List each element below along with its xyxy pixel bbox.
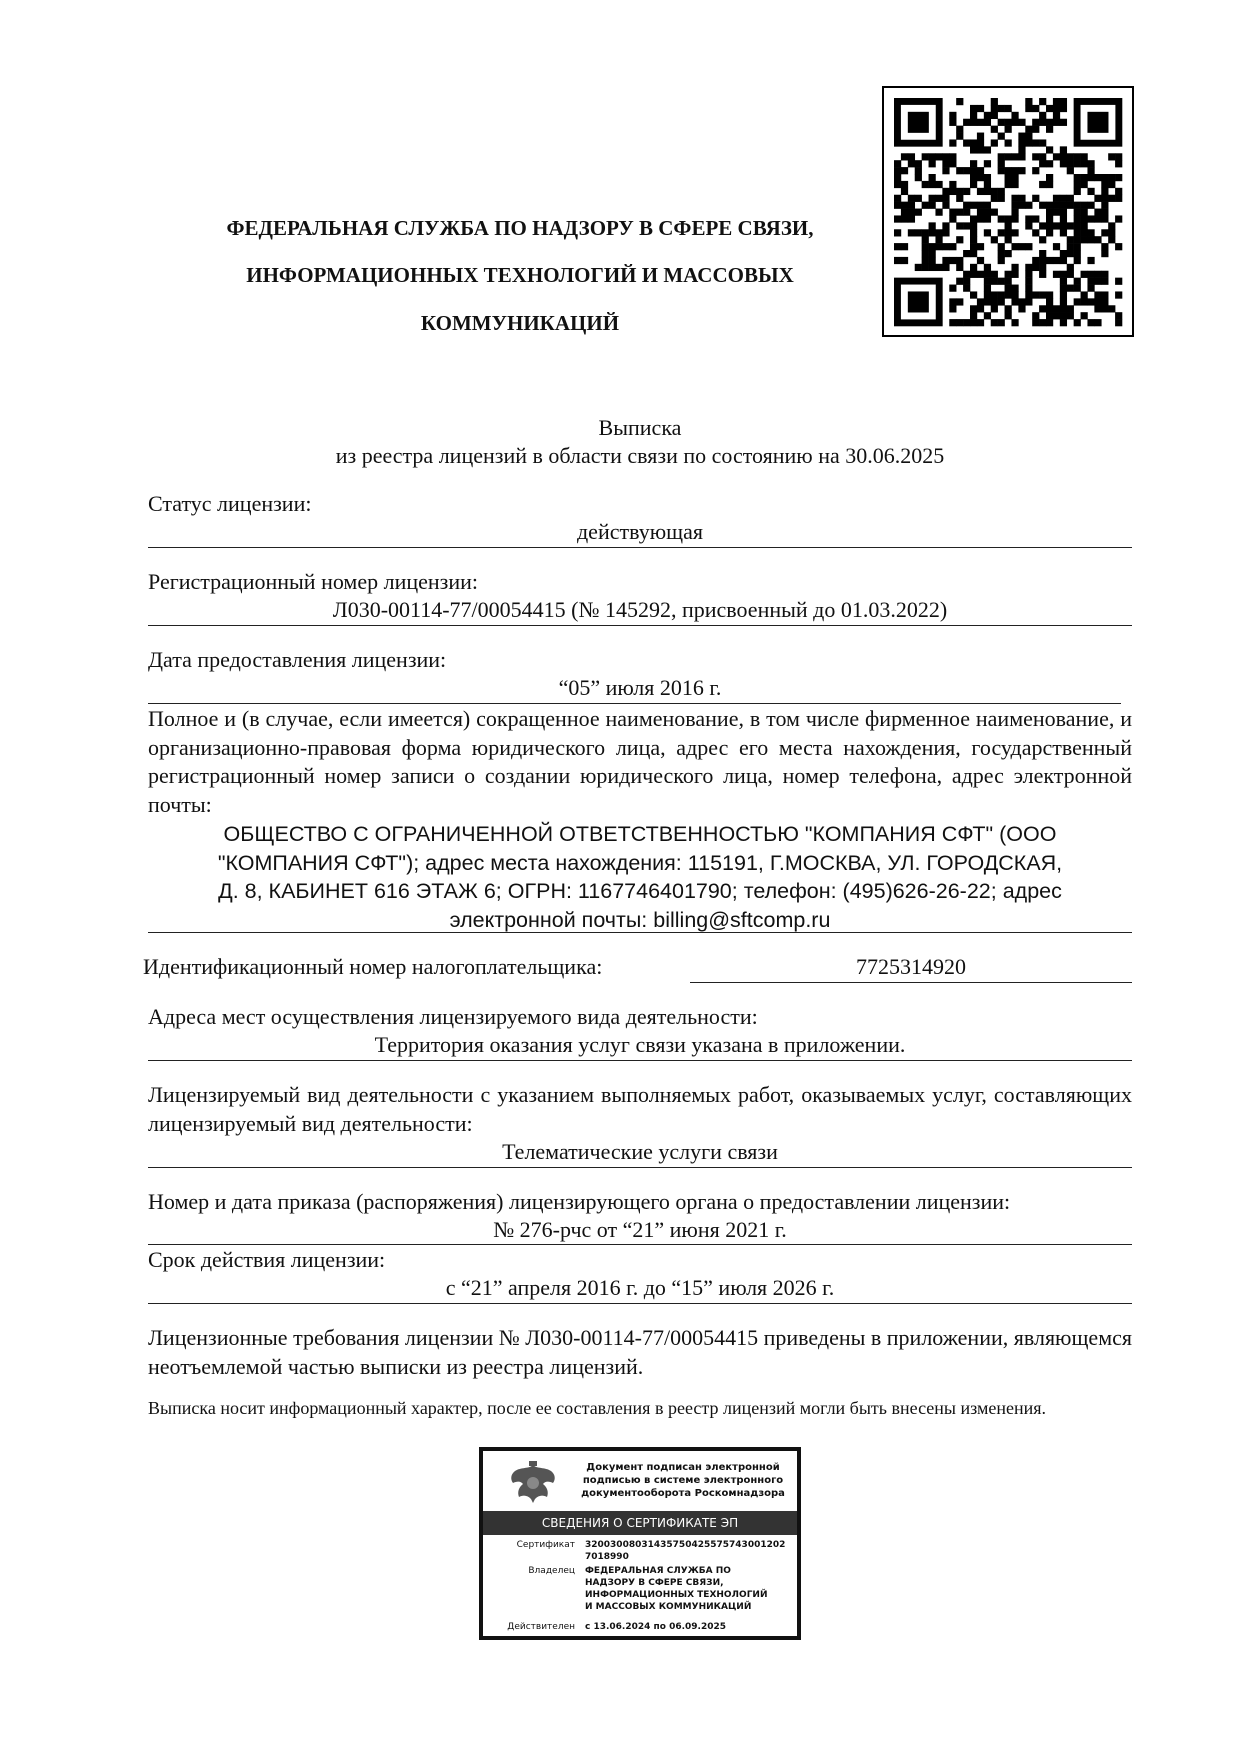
cert-value-line-2: 7018990	[585, 1552, 629, 1562]
cert-label: Сертификат	[516, 1540, 575, 1550]
agency-name-line-2: ИНФОРМАЦИОННЫХ ТЕХНОЛОГИЙ И МАССОВЫХ	[246, 263, 794, 287]
inn-value: 7725314920	[856, 954, 966, 979]
owner-label: Владелец	[528, 1566, 575, 1576]
term-label: Срок действия лицензии:	[148, 1247, 386, 1272]
term-underline	[148, 1303, 1132, 1304]
document-title: Выписка	[598, 415, 682, 440]
order-underline	[148, 1244, 1132, 1245]
activity-label: Лицензируемый вид деятельности с указанием выполняемых работ, оказываемых услуг, составляющих лицензируемый вид деятельности:	[148, 1082, 1132, 1136]
document-subtitle: из реестра лицензий в области связи по состоянию на 30.06.2025	[335, 443, 945, 468]
regnum-value: Л030-00114-77/00054415 (№ 145292, присвоенный до 01.03.2022)	[332, 597, 948, 622]
date-value: “05” июля 2016 г.	[558, 675, 722, 700]
stamp-heading-line-1: Документ подписан электронной	[586, 1462, 780, 1473]
address-label: Адреса мест осуществления лицензируемого вида деятельности:	[148, 1004, 758, 1029]
disclaimer: Выписка носит информационный характер, после ее составления в реестр лицензий могли быть внесены изменения.	[148, 1398, 1047, 1418]
agency-name-line-3: КОММУНИКАЦИЙ	[420, 311, 620, 335]
address-value: Территория оказания услуг связи указана в приложении.	[374, 1032, 906, 1057]
org-value	[148, 820, 1132, 934]
org-value-line-3: Д. 8, КАБИНЕТ 616 ЭТАЖ 6; ОГРН: 1167746401790; телефон: (495)626-26-22; адрес	[218, 879, 1062, 903]
org-value-line-2: "КОМПАНИЯ СФТ"); адрес места нахождения: 115191, Г.МОСКВА, УЛ. ГОРОДСКАЯ,	[217, 850, 1063, 875]
stamp-heading-line-3: документооборота Роскомнадзора	[581, 1488, 785, 1499]
owner-value-line-1: ФЕДЕРАЛЬНАЯ СЛУЖБА ПО	[585, 1566, 731, 1576]
owner-value-line-2: НАДЗОРУ В СФЕРЕ СВЯЗИ,	[585, 1578, 724, 1588]
org-value-line-4: электронной почты: billing@sftcomp.ru	[449, 907, 831, 932]
inn-label: Идентификационный номер налогоплательщика:	[143, 954, 603, 979]
license-requirements: Лицензионные требования лицензии № Л030-00114-77/00054415 приведены в приложении, являющемся неотъемлемой частью выписки из реестра лицензий.	[148, 1325, 1133, 1379]
order-value: № 276-рчс от “21” июня 2021 г.	[493, 1217, 787, 1242]
e-signature-stamp	[479, 1447, 801, 1640]
eagle-emblem-icon	[507, 1459, 559, 1507]
date-label: Дата предоставления лицензии:	[148, 647, 447, 672]
owner-value	[585, 1565, 768, 1613]
activity-underline	[148, 1167, 1132, 1168]
cert-value	[585, 1539, 785, 1563]
qr-code-graphic	[884, 88, 1132, 335]
status-label: Статус лицензии:	[148, 491, 312, 516]
status-value: действующая	[576, 519, 703, 544]
org-underline	[148, 932, 1132, 933]
activity-value: Телематические услуги связи	[502, 1139, 778, 1164]
inn-underline	[690, 982, 1132, 983]
qr-code-icon	[882, 86, 1134, 337]
certificate-info-bar: СВЕДЕНИЯ О СЕРТИФИКАТЕ ЭП	[483, 1511, 797, 1535]
regnum-label: Регистрационный номер лицензии:	[148, 569, 479, 594]
valid-label: Действителен	[507, 1622, 575, 1632]
valid-value: с 13.06.2024 по 06.09.2025	[585, 1622, 727, 1632]
term-value: с “21” апреля 2016 г. до “15” июля 2026 г.	[445, 1275, 835, 1300]
regnum-underline	[148, 625, 1132, 626]
agency-name-line-1: ФЕДЕРАЛЬНАЯ СЛУЖБА ПО НАДЗОРУ В СФЕРЕ СВЯЗИ,	[226, 216, 814, 240]
stamp-heading-line-2: подписью в системе электронного	[582, 1475, 784, 1486]
stamp-heading	[579, 1461, 787, 1500]
owner-value-line-3: ИНФОРМАЦИОННЫХ ТЕХНОЛОГИЙ	[585, 1590, 768, 1600]
status-underline	[148, 547, 1132, 548]
cert-value-line-1: 32003008031435750425575743001202	[585, 1540, 786, 1550]
owner-value-line-4: И МАССОВЫХ КОММУНИКАЦИЙ	[585, 1602, 752, 1612]
date-underline	[148, 703, 1121, 704]
org-label: Полное и (в случае, если имеется) сокращенное наименование, в том числе фирменное наименование, и организационно-правовая форма юридического лица, адрес его места нахождения, государственный регистрационный номер записи о создании юридического лица, номер телефона, адрес электронной почты:	[148, 706, 1132, 817]
org-value-line-1: ОБЩЕСТВО С ОГРАНИЧЕННОЙ ОТВЕТСТВЕННОСТЬЮ "КОМПАНИЯ СФТ" (ООО	[223, 822, 1057, 846]
address-underline	[148, 1060, 1132, 1061]
order-label: Номер и дата приказа (распоряжения) лицензирующего органа о предоставлении лицензии:	[148, 1189, 1011, 1214]
